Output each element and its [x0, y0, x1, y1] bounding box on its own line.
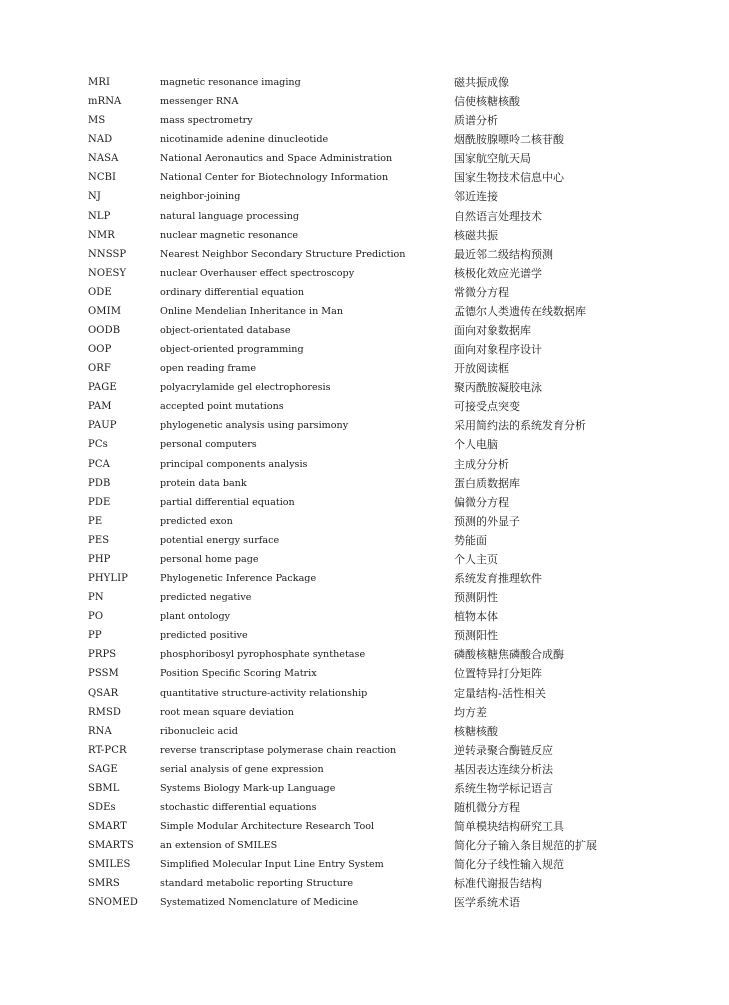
chinese-term: 磷酸核糖焦磷酸合成酶 [454, 648, 564, 662]
english-term: Position Specific Scoring Matrix [160, 668, 317, 680]
chinese-term: 核磁共振 [454, 228, 498, 242]
glossary-entry [88, 130, 648, 149]
chinese-term: 标准代谢报告结构 [454, 877, 542, 891]
glossary-entry [88, 779, 648, 798]
chinese-term: 质谱分析 [454, 114, 498, 128]
chinese-term: 预测的外显子 [454, 514, 520, 528]
glossary-entry [88, 722, 648, 741]
english-term: predicted negative [160, 592, 252, 604]
glossary-entry [88, 569, 648, 588]
glossary-entry [88, 168, 648, 187]
english-term: Phylogenetic Inference Package [160, 573, 317, 585]
abbreviation: NCBI [88, 172, 117, 184]
abbreviation: SBML [88, 782, 120, 794]
glossary-entry [88, 607, 648, 626]
english-term: personal home page [160, 553, 259, 565]
english-term: partial differential equation [160, 496, 295, 508]
chinese-term: 随机微分方程 [454, 800, 520, 814]
chinese-term: 系统发育推理软件 [454, 572, 542, 586]
glossary-entry [88, 416, 648, 435]
chinese-term: 核糖核酸 [454, 724, 498, 738]
glossary-entry [88, 493, 648, 512]
chinese-term: 烟酰胺腺嘌呤二核苷酸 [454, 133, 564, 147]
glossary-entry [88, 455, 648, 474]
english-term: ribonucleic acid [160, 725, 238, 737]
english-term: Simplified Molecular Input Line Entry System [160, 859, 384, 871]
abbreviation: SMRS [88, 878, 120, 890]
english-term: personal computers [160, 439, 257, 451]
chinese-term: 逆转录聚合酶链反应 [454, 743, 553, 757]
glossary-entry [88, 874, 648, 893]
glossary-entry [88, 245, 648, 264]
chinese-term: 自然语言处理技术 [454, 209, 542, 223]
abbreviation: PSSM [88, 668, 119, 680]
abbreviation: OMIM [88, 305, 122, 317]
english-term: natural language processing [160, 210, 300, 222]
english-term: ordinary differential equation [160, 286, 305, 298]
abbreviation: NMR [88, 229, 115, 241]
abbreviation: PAGE [88, 382, 117, 394]
glossary-entry [88, 703, 648, 722]
abbreviation: MS [88, 115, 106, 127]
abbreviation: RMSD [88, 706, 122, 718]
abbreviation: SMARTS [88, 840, 134, 852]
english-term: Systems Biology Mark-up Language [160, 782, 336, 794]
glossary-entry [88, 397, 648, 416]
chinese-term: 简化分子线性输入规范 [454, 858, 564, 872]
chinese-term: 植物本体 [454, 610, 498, 624]
chinese-term: 主成分分析 [454, 457, 509, 471]
glossary-entry [88, 359, 648, 378]
english-term: Online Mendelian Inheritance in Man [160, 305, 344, 317]
chinese-term: 核极化效应光谱学 [454, 266, 542, 280]
chinese-term: 开放阅读框 [454, 362, 509, 376]
glossary-entry [88, 893, 648, 912]
glossary-entry [88, 187, 648, 206]
chinese-term: 邻近连接 [454, 190, 498, 204]
abbreviation: mRNA [88, 96, 122, 108]
english-term: serial analysis of gene expression [160, 763, 324, 775]
abbreviation: NNSSP [88, 248, 127, 260]
english-term: open reading frame [160, 363, 257, 375]
chinese-term: 系统生物学标记语言 [454, 781, 553, 795]
glossary-entry [88, 684, 648, 703]
chinese-term: 基因表达连续分析法 [454, 762, 553, 776]
chinese-term: 信使核糖核酸 [454, 95, 520, 109]
english-term: neighbor-joining [160, 191, 241, 203]
english-term: magnetic resonance imaging [160, 77, 301, 88]
glossary-entry [88, 855, 648, 874]
english-term: phylogenetic analysis using parsimony [160, 420, 349, 432]
chinese-term: 简化分子输入条目规范的扩展 [454, 839, 597, 853]
chinese-term: 个人电脑 [454, 438, 498, 452]
english-term: Nearest Neighbor Secondary Structure Prediction [160, 248, 406, 260]
abbreviation: PN [88, 592, 104, 604]
english-term: nuclear magnetic resonance [160, 229, 299, 241]
abbreviation: OOP [88, 344, 112, 356]
chinese-term: 预测阳性 [454, 629, 498, 643]
glossary-entry [88, 149, 648, 168]
glossary-entry [88, 474, 648, 493]
english-term: object-oriented programming [160, 344, 304, 356]
abbreviation: SNOMED [88, 897, 138, 909]
abbreviation: ODE [88, 286, 112, 298]
abbreviation: NOESY [88, 267, 127, 279]
chinese-term: 定量结构-活性相关 [454, 686, 546, 700]
chinese-term: 采用简约法的系统发育分析 [454, 419, 586, 433]
english-term: National Aeronautics and Space Administration [160, 153, 393, 165]
glossary-entry [88, 378, 648, 397]
glossary-entry [88, 531, 648, 550]
glossary-entry [88, 321, 648, 340]
english-term: predicted exon [160, 515, 233, 527]
english-term: National Center for Biotechnology Information [160, 172, 389, 184]
abbreviation: QSAR [88, 687, 119, 699]
english-term: potential energy surface [160, 534, 280, 546]
glossary-entry [88, 226, 648, 245]
english-term: accepted point mutations [160, 401, 284, 413]
chinese-term: 势能面 [454, 533, 487, 547]
abbreviation: PO [88, 611, 104, 623]
english-term: object-orientated database [160, 325, 291, 337]
chinese-term: 医学系统术语 [454, 896, 520, 910]
chinese-term: 国家航空航天局 [454, 152, 531, 166]
abbreviation: PDE [88, 496, 111, 508]
english-term: stochastic differential equations [160, 801, 317, 813]
english-term: plant ontology [160, 611, 231, 623]
english-term: nuclear Overhauser effect spectroscopy [160, 267, 355, 279]
abbreviation: RT-PCR [88, 744, 127, 756]
abbreviation: RNA [88, 725, 112, 737]
glossary-entry [88, 92, 648, 111]
chinese-term: 位置特异打分矩阵 [454, 667, 542, 681]
abbreviation: SAGE [88, 763, 118, 775]
abbreviation: SMILES [88, 859, 131, 871]
glossary-entry [88, 340, 648, 359]
chinese-term: 最近邻二级结构预测 [454, 247, 553, 261]
abbreviation: PE [88, 515, 103, 527]
chinese-term: 偏微分方程 [454, 495, 509, 509]
abbreviation: NASA [88, 153, 119, 165]
glossary-entry [88, 207, 648, 226]
glossary-entry [88, 111, 648, 130]
glossary-entry [88, 302, 648, 321]
abbreviation: PHP [88, 553, 111, 565]
abbreviation: PCs [88, 439, 108, 451]
chinese-term: 磁共振成像 [454, 76, 509, 89]
abbreviation: PRPS [88, 649, 117, 661]
abbreviation: PES [88, 534, 110, 546]
glossary-entry [88, 836, 648, 855]
glossary-entry [88, 645, 648, 664]
glossary-entry [88, 798, 648, 817]
chinese-term: 均方差 [454, 705, 487, 719]
glossary-entry [88, 817, 648, 836]
english-term: Systematized Nomenclature of Medicine [160, 897, 359, 909]
abbreviation: NLP [88, 210, 111, 222]
chinese-term: 可接受点突变 [454, 400, 520, 414]
abbreviation-glossary [88, 73, 648, 912]
chinese-term: 国家生物技术信息中心 [454, 171, 564, 185]
english-term: an extension of SMILES [160, 840, 278, 852]
abbreviation: PHYLIP [88, 573, 128, 585]
chinese-term: 蛋白质数据库 [454, 476, 520, 490]
glossary-entry [88, 264, 648, 283]
chinese-term: 聚丙酰胺凝胶电泳 [454, 381, 542, 395]
glossary-entry [88, 626, 648, 645]
english-term: nicotinamide adenine dinucleotide [160, 134, 329, 146]
english-term: Simple Modular Architecture Research Tool [160, 821, 375, 833]
abbreviation: OODB [88, 325, 121, 337]
glossary-entry [88, 550, 648, 569]
abbreviation: NAD [88, 134, 113, 146]
chinese-term: 面向对象程序设计 [454, 343, 542, 357]
chinese-term: 面向对象数据库 [454, 324, 531, 338]
english-term: principal components analysis [160, 458, 308, 470]
glossary-entry [88, 283, 648, 302]
chinese-term: 简单模块结构研究工具 [454, 820, 564, 834]
abbreviation: PCA [88, 458, 110, 470]
glossary-entry [88, 588, 648, 607]
glossary-entry [88, 664, 648, 683]
english-term: quantitative structure-activity relationship [160, 687, 368, 699]
chinese-term: 预测阴性 [454, 591, 498, 605]
chinese-term: 个人主页 [454, 552, 498, 566]
abbreviation: ORF [88, 363, 111, 375]
abbreviation: PAM [88, 401, 112, 413]
abbreviation: PAUP [88, 420, 117, 432]
english-term: phosphoribosyl pyrophosphate synthetase [160, 649, 366, 661]
english-term: standard metabolic reporting Structure [160, 878, 354, 890]
english-term: root mean square deviation [160, 706, 294, 718]
abbreviation: SDEs [88, 801, 116, 813]
abbreviation: PDB [88, 477, 111, 489]
abbreviation: PP [88, 630, 102, 642]
glossary-entry [88, 73, 648, 92]
glossary-entry [88, 435, 648, 454]
abbreviation: MRI [88, 77, 111, 88]
english-term: mass spectrometry [160, 115, 253, 127]
english-term: messenger RNA [160, 96, 239, 108]
abbreviation: SMART [88, 821, 127, 833]
glossary-entry [88, 741, 648, 760]
english-term: reverse transcriptase polymerase chain reaction [160, 744, 397, 756]
english-term: protein data bank [160, 477, 247, 489]
chinese-term: 常微分方程 [454, 285, 509, 299]
english-term: predicted positive [160, 630, 248, 642]
abbreviation: NJ [88, 191, 101, 203]
glossary-entry [88, 512, 648, 531]
glossary-entry [88, 760, 648, 779]
english-term: polyacrylamide gel electrophoresis [160, 382, 331, 394]
chinese-term: 孟德尔人类遗传在线数据库 [454, 304, 586, 318]
